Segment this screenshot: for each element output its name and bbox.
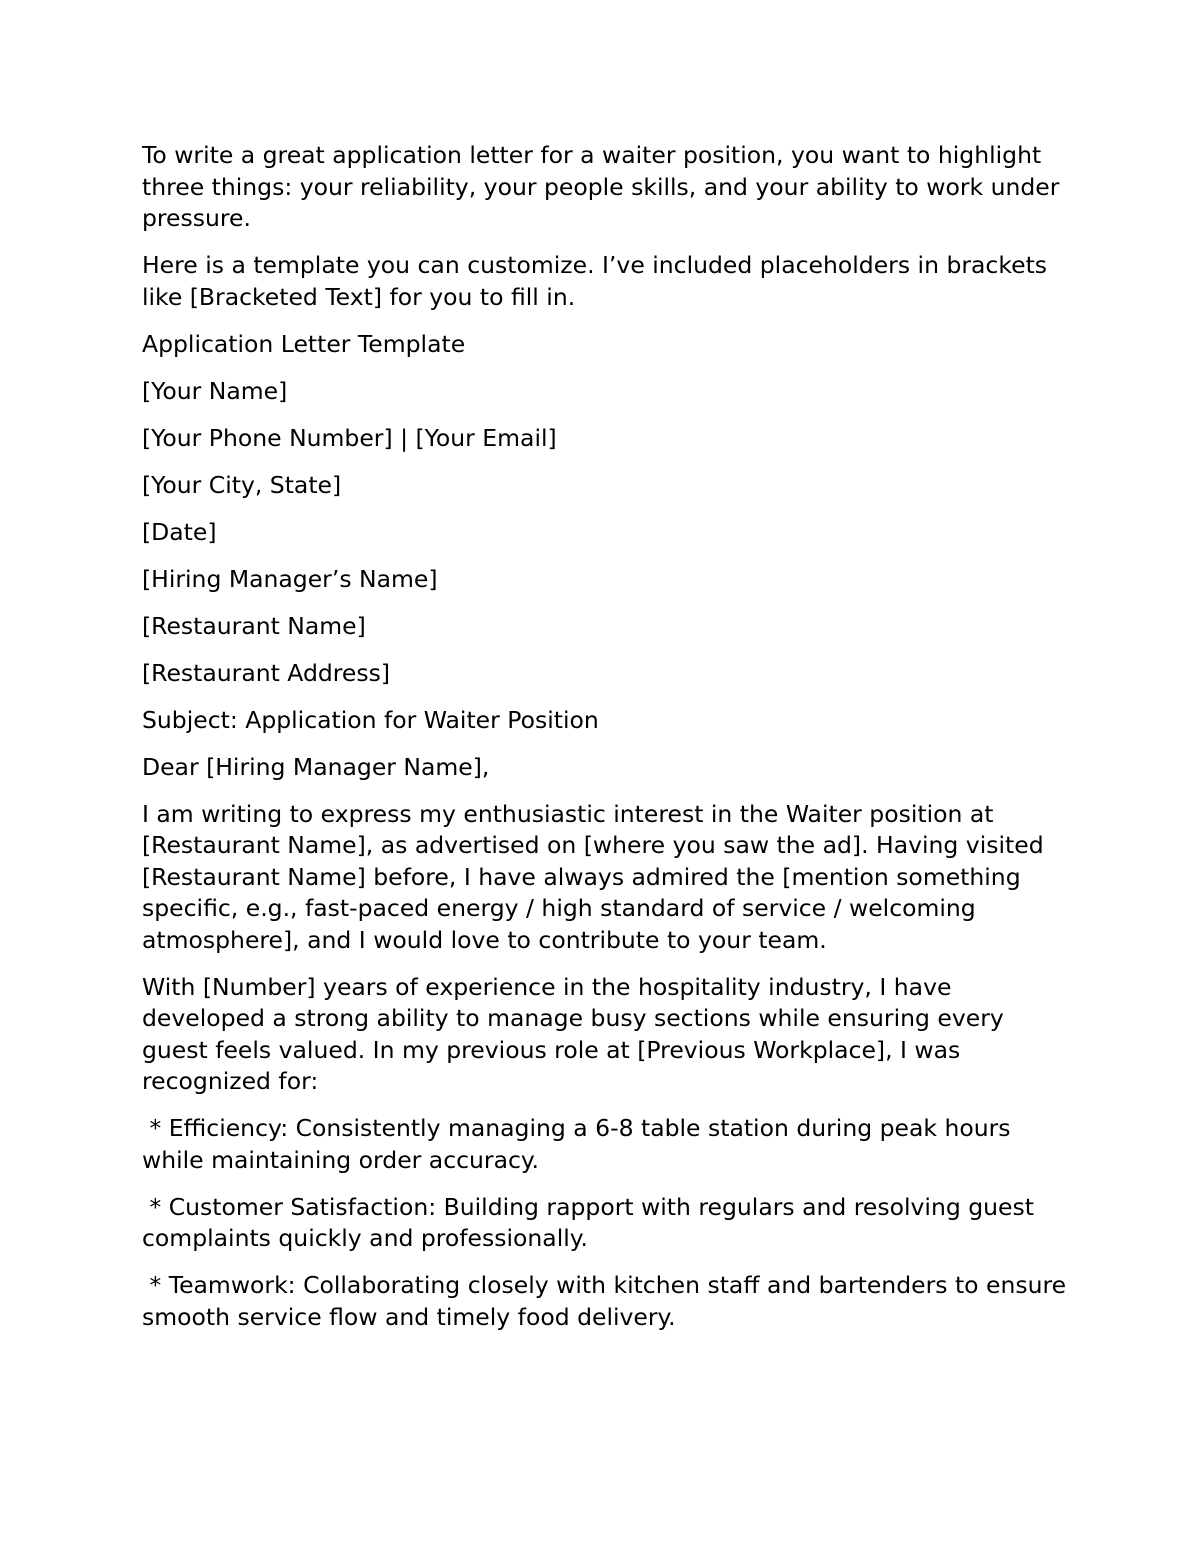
intro-paragraph: Here is a template you can customize. I’ve included placeholders in brackets like [Bracketed Text] for you to fill in. [142, 251, 1055, 311]
letter-salutation: Dear [Hiring Manager Name], [142, 752, 490, 781]
document-body [142, 140, 1072, 1349]
intro-paragraph: To write a great application letter for a waiter position, you want to highlight three things: your reliability, your people skills, and your ability to work under pressure. [142, 141, 1067, 232]
body-paragraph: With [Number] years of experience in the hospitality industry, I have developed a strong ability to manage busy sections while ensuring every guest feels valued. In my previous role at [Previous Workplace], I was recognized for: [142, 972, 1012, 1095]
bullet-item: * Teamwork: Collaborating closely with kitchen staff and bartenders to ensure smooth service flow and timely food delivery. [142, 1271, 1074, 1331]
bullet-item: * Customer Satisfaction: Building rapport with regulars and resolving guest complaints quickly and professionally. [142, 1192, 1042, 1252]
recipient-restaurant: [Restaurant Name] [142, 611, 366, 640]
recipient-manager: [Hiring Manager’s Name] [142, 564, 438, 593]
template-heading: Application Letter Template [142, 329, 466, 358]
sender-contact: [Your Phone Number] | [Your Email] [142, 423, 557, 452]
letter-date: [Date] [142, 517, 217, 546]
sender-name: [Your Name] [142, 376, 288, 405]
body-paragraph: I am writing to express my enthusiastic interest in the Waiter position at [Restaurant Name], as advertised on [where you saw the ad]. Having visited [Restaurant Name] before, I have always admired the [mention something specific, e.g., fast-paced energy / high standard of service / welcoming atmosphere], and I would love to contribute to your team. [142, 799, 1052, 954]
sender-location: [Your City, State] [142, 470, 342, 499]
bullet-item: * Efficiency: Consistently managing a 6-8 table station during peak hours while maintaining order accuracy. [142, 1114, 1019, 1174]
recipient-address: [Restaurant Address] [142, 658, 391, 687]
letter-subject: Subject: Application for Waiter Position [142, 705, 599, 734]
